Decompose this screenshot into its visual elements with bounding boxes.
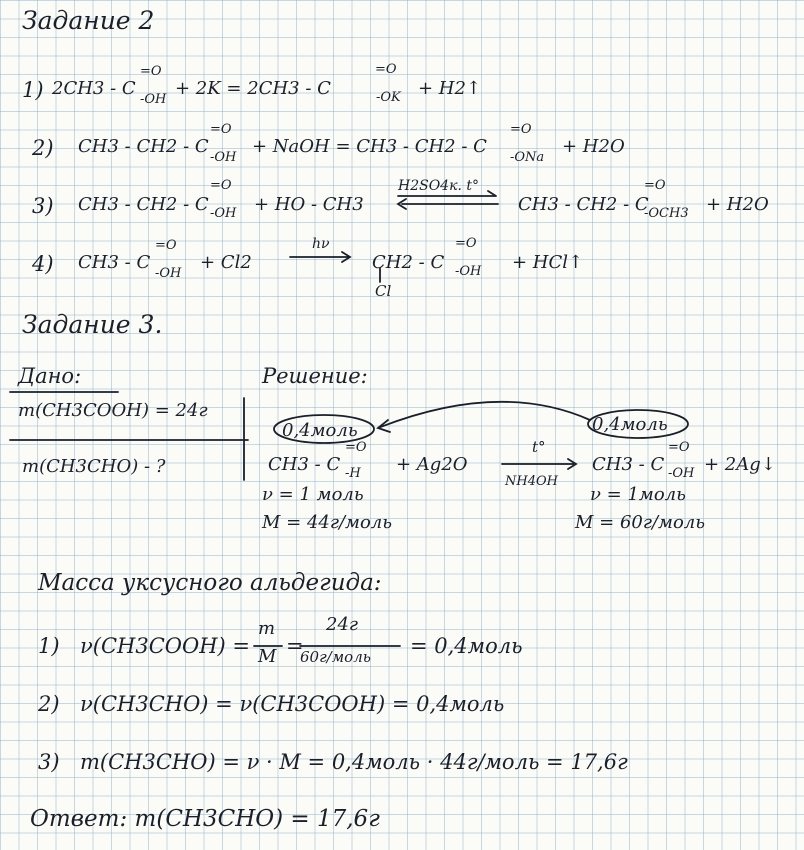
- reactant: CH3 - C: [78, 252, 151, 273]
- step-text: ν(CH3COOH) =: [80, 634, 250, 658]
- product: + H2O: [562, 136, 625, 157]
- answer: Ответ: m(CH3CHO) = 17,6г: [30, 806, 380, 832]
- carbonyl-top: =O: [140, 64, 162, 79]
- task3-title: Задание 3.: [22, 310, 163, 339]
- mol-right: 0,4моль: [592, 414, 668, 435]
- given-value: m(CH3COOH) = 24г: [18, 400, 208, 421]
- product: + HCl↑: [512, 252, 584, 273]
- mass-title: Масса уксусного альдегида:: [38, 570, 382, 596]
- carbonyl-top: =O: [155, 238, 177, 253]
- reaction-number: 1): [22, 78, 44, 102]
- carbonyl-top: =O: [210, 122, 232, 137]
- carbonyl-top: =O: [668, 440, 690, 455]
- step-text: ν(CH3CHO) = ν(CH3COOH) = 0,4моль: [80, 692, 505, 716]
- carbonyl-top: =O: [510, 122, 532, 137]
- reaction-middle: + NaOH = CH3 - CH2 - C: [252, 136, 487, 157]
- product: + H2↑: [418, 78, 482, 99]
- carbonyl-bottom: -OH: [155, 266, 182, 281]
- reactant: CH3 - C: [268, 454, 341, 475]
- carbonyl-bottom: -OH: [140, 92, 167, 107]
- product: CH2 - C: [372, 252, 445, 273]
- step-text: m(CH3CHO) = ν · M = 0,4моль · 44г/моль = 17,6г: [80, 750, 628, 774]
- product: + 2Ag↓: [704, 454, 776, 475]
- right-moles: ν = 1моль: [590, 484, 686, 505]
- fraction-numerator: 24г: [326, 614, 359, 635]
- reactant: CH3 - CH2 - C: [78, 194, 209, 215]
- condition-catalyst: NH4OH: [505, 474, 558, 489]
- reaction-number: 4): [32, 252, 54, 276]
- carbonyl-top: =O: [210, 178, 232, 193]
- reagent: + Ag2O: [396, 454, 468, 475]
- find-value: m(CH3CHO) - ?: [22, 456, 166, 477]
- reaction-condition: H2SO4к. t°: [398, 178, 479, 194]
- carbonyl-bottom: -H: [345, 466, 361, 481]
- chlorine-substituent: Cl: [375, 282, 392, 300]
- left-moles: ν = 1 моль: [262, 484, 364, 505]
- product: CH3 - CH2 - C: [518, 194, 649, 215]
- carbonyl-bottom: -ONa: [510, 150, 545, 165]
- reaction-middle: + HO - CH3: [254, 194, 364, 215]
- reaction-middle: + 2K = 2CH3 - C: [175, 78, 331, 99]
- step-result: = 0,4моль: [410, 634, 523, 658]
- reaction-number: 3): [32, 194, 54, 218]
- product: CH3 - C: [592, 454, 665, 475]
- fraction-denominator: 60г/моль: [300, 648, 371, 666]
- reaction-condition: hν: [312, 236, 330, 252]
- carbonyl-bottom: -OH: [455, 264, 482, 279]
- condition-temp: t°: [532, 438, 546, 456]
- fraction-denominator: M: [258, 646, 277, 667]
- mol-left: 0,4моль: [282, 420, 358, 441]
- reaction-number: 2): [32, 136, 54, 160]
- solution-label: Решение:: [262, 364, 368, 388]
- step-number: 3): [38, 750, 60, 774]
- equals: =: [286, 634, 304, 658]
- carbonyl-top: =O: [345, 440, 367, 455]
- step-number: 1): [38, 634, 60, 658]
- given-label: Дано:: [18, 364, 82, 388]
- carbonyl-top: =O: [644, 178, 666, 193]
- reaction-middle: + Cl2: [200, 252, 252, 273]
- carbonyl-top: =O: [375, 62, 397, 77]
- left-molar-mass: M = 44г/моль: [262, 512, 393, 533]
- task2-title: Задание 2: [22, 6, 155, 35]
- reactant: 2CH3 - C: [52, 78, 136, 99]
- step-number: 2): [38, 692, 60, 716]
- fraction-numerator: m: [258, 618, 276, 639]
- right-molar-mass: M = 60г/моль: [575, 512, 706, 533]
- carbonyl-top: =O: [455, 236, 477, 251]
- carbonyl-bottom: -OH: [210, 206, 237, 221]
- carbonyl-bottom: -OCH3: [644, 206, 689, 221]
- carbonyl-bottom: -OH: [210, 150, 237, 165]
- carbonyl-bottom: -OH: [668, 466, 695, 481]
- reactant: CH3 - CH2 - C: [78, 136, 209, 157]
- product: + H2O: [706, 194, 769, 215]
- carbonyl-bottom: -OK: [376, 90, 401, 105]
